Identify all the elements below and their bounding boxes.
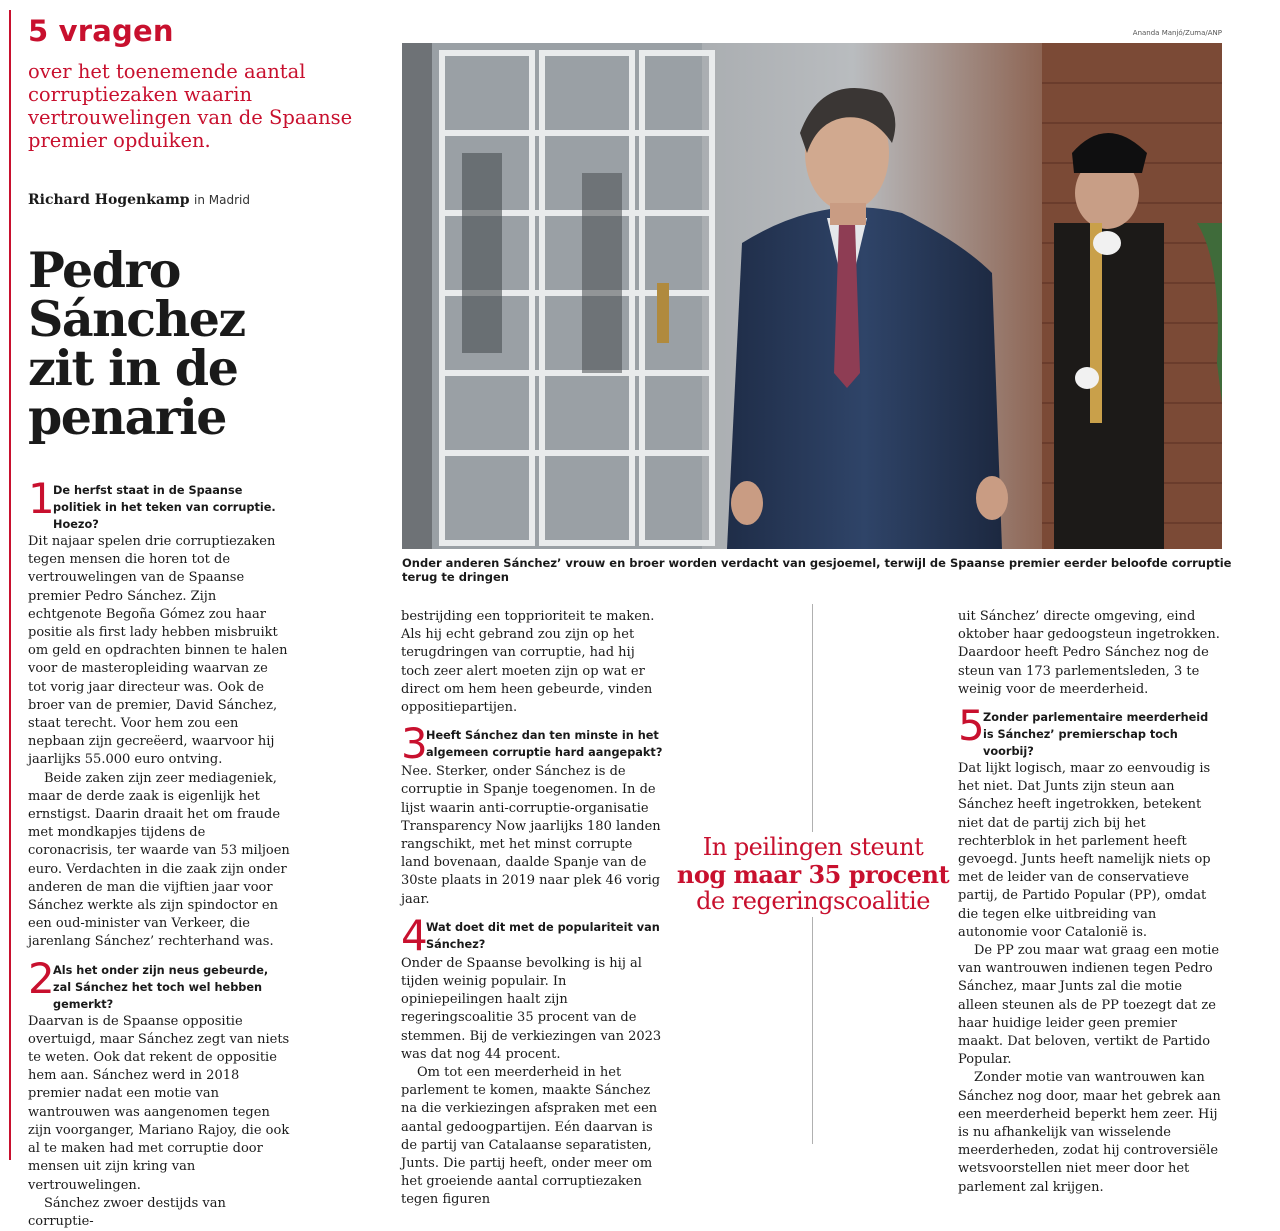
article-column-3 (958, 608, 1222, 1197)
headline-line-3: zit in de (28, 339, 238, 397)
question-text: Als het onder zijn neus gebeurde, zal Sánchez het toch wel hebben gemerkt? (53, 963, 269, 1011)
question-number: 5 (958, 701, 985, 751)
paragraph: Zonder motie van wantrouwen kan Sánchez nog door, maar het gebrek aan een meerderheid beperkt hem zeer. Hij is nu afhankelijk van wisselende meerderheden, zodat hij controversiële wetsvoorstellen niet meer door het parlement zal krijgen. (958, 1070, 1221, 1195)
question-text: Wat doet dit met de populariteit van Sánchez? (426, 920, 660, 951)
article-photo (402, 43, 1222, 549)
headline-line-2: Sánchez (28, 290, 245, 348)
question-number: 4 (401, 910, 428, 960)
kicker: 5 vragen (28, 14, 174, 48)
byline-place: in Madrid (194, 193, 251, 207)
paragraph: Onder de Spaanse bevolking is hij al tijden weinig populair. In opiniepeilingen haalt zijn regeringscoalitie 35 procent van de stemmen. Bij de verkiezingen van 2023 was dat nog 44 procent. (401, 955, 662, 1062)
photo-illustration (402, 43, 1222, 549)
question-number: 3 (401, 719, 428, 769)
paragraph: Dit najaar spelen drie corruptiezaken tegen mensen die horen tot de vertrouwelingen van de Spaanse premier Pedro Sánchez. Zijn echtgenote Begoña Gómez zou haar positie als first lady hebben misbruikt om geld en opdrachten binnen te halen voor de masteropleiding waarvan ze tot vorig jaar directeur was. Ook de broer van de premier, David Sánchez, staat terecht. Voor hem zou een nepbaan zijn gecreëerd, waarvoor hij jaarlijks 55.000 euro ontving. (28, 534, 288, 768)
question-number: 1 (28, 474, 55, 523)
photo-caption: Onder anderen Sánchez’ vrouw en broer worden verdacht van gesjoemel, terwijl de Spaanse premier eerder beloofde corruptie terug te dringen (402, 556, 1232, 584)
question-number: 2 (28, 953, 55, 1003)
question-1 (28, 474, 290, 533)
byline-author: Richard Hogenkamp (28, 192, 190, 208)
paragraph: Nee. Sterker, onder Sánchez is de corruptie in Spanje toegenomen. In de lijst waarin anti-corruptie-organisatie Transparency Now jaarlijks 180 landen rangschikt, met het minst corrupte land bovenaan, daalde Spanje van de 30ste plaats in 2019 naar plek 46 vorig jaar. (401, 764, 661, 907)
pull-quote-line-1: In peilingen steunt (702, 833, 924, 861)
article-column-2 (401, 608, 663, 1210)
pull-quote-line-2: nog maar 35 procent (676, 860, 950, 889)
byline (28, 192, 250, 208)
paragraph: Daarvan is de Spaanse oppositie overtuigd, maar Sánchez zegt van niets te weten. Ook dat rekent de oppositie hem aan. Sánchez werd in 2018 premier nadat een motie van wantrouwen was aangenomen tegen zijn voorganger, Mariano Rajoy, die ook al te maken had met corruptie door mensen uit zijn kring van vertrouwelingen. (28, 1013, 290, 1193)
question-3 (401, 719, 663, 769)
photo-credit: Ananda Manjó/Zuma/ANP (1132, 29, 1222, 37)
paragraph: Om tot een meerderheid in het parlement te komen, maakte Sánchez na die verkiezingen afspraken met een aantal gedoogpartijen. Eén daarvan is de partij van Catalaanse separatisten, Junts. Die partij heeft, onder meer om het groeiende aantal corruptiezaken tegen figuren (401, 1065, 658, 1208)
question-2 (28, 953, 290, 1013)
paragraph: Dat lijkt logisch, maar zo eenvoudig is het niet. Dat Junts zijn steun aan Sánchez heeft ingetrokken, betekent niet dat de partij zich bij het rechterblok in het parlement heeft gevoegd. Junts heeft namelijk niets op met de leider van de conservatieve partij, de Partido Popular (PP), omdat die tegen elke uitbreiding van autonomie voor Catalonië is. (958, 761, 1211, 940)
article-column-1 (28, 474, 290, 1231)
headline (28, 241, 378, 446)
paragraph: bestrijding een topprioriteit te maken. Als hij echt gebrand zou zijn op het terugdringen van corruptie, had hij toch zeer alert moeten zijn op wat er direct om hem heen gebeurde, vinden oppositiepartijen. (401, 609, 655, 716)
accent-rule (9, 10, 11, 1160)
question-5 (958, 701, 1222, 760)
headline-line-4: penarie (28, 388, 226, 446)
paragraph: uit Sánchez’ directe omgeving, eind oktober haar gedoogsteun ingetrokken. Daardoor heeft Pedro Sánchez nog de steun van 173 parlementsleden, 3 te weinig voor de meerderheid. (958, 609, 1220, 697)
pull-quote-line-3: de regeringscoalitie (696, 887, 930, 915)
headline-line-1: Pedro (28, 241, 180, 299)
question-text: De herfst staat in de Spaanse politiek in het teken van corruptie. Hoezo? (53, 484, 276, 531)
question-4 (401, 910, 663, 960)
pull-quote (676, 832, 950, 917)
paragraph: Sánchez zwoer destijds van corruptie- (28, 1195, 226, 1229)
question-text: Heeft Sánchez dan ten minste in het algemeen corruptie hard aangepakt? (426, 729, 663, 760)
intro-text: over het toenemende aantal corruptiezaken waarin vertrouwelingen van de Spaanse premier opduiken. (28, 60, 353, 152)
paragraph: Beide zaken zijn zeer mediageniek, maar de derde zaak is eigenlijk het ernstigst. Daarin draait het om fraude met mondkapjes tijdens de coronacrisis, ter waarde van 53 miljoen euro. Verdachten in die zaak zijn onder anderen de man die vijftien jaar voor Sánchez werkte als zijn spindoctor en een oud-minister van Verkeer, die jarenlang Sánchez’ rechterhand was. (28, 770, 290, 950)
paragraph: De PP zou maar wat graag een motie van wantrouwen indienen tegen Pedro Sánchez, maar Junts zal die motie alleen steunen als de PP toezegt dat ze haar huidige leider geen premier maakt. Dat beloven, vertikt de Partido Popular. (958, 943, 1220, 1068)
question-text: Zonder parlementaire meerderheid is Sánchez’ premierschap toch voorbij? (983, 711, 1209, 759)
